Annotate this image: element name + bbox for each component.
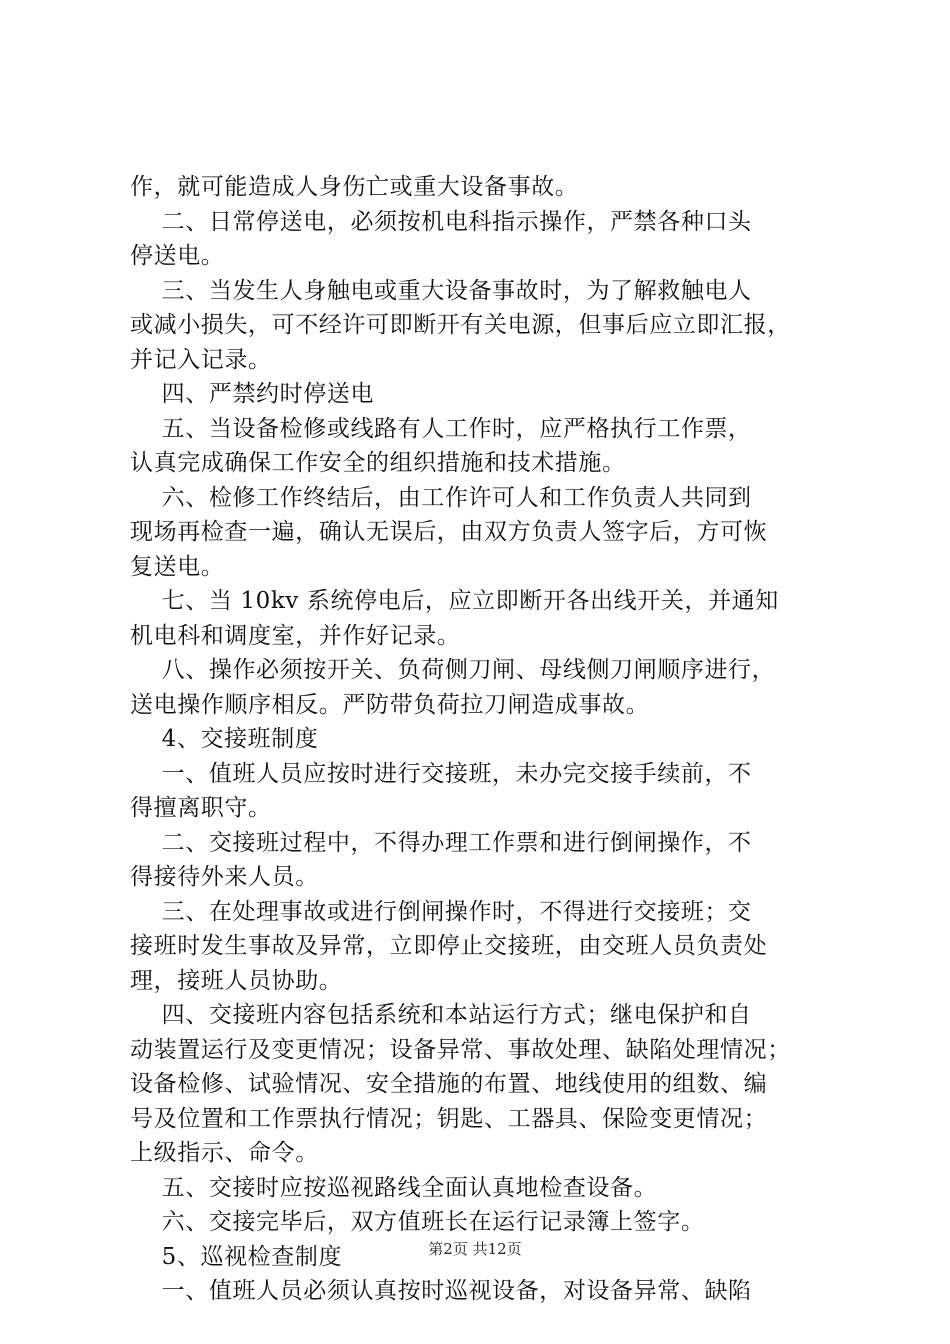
text-line: 机电科和调度室，并作好记录。 — [130, 622, 461, 649]
text-line: 得接待外来人员。 — [130, 864, 319, 890]
text-line: 得擅离职守。 — [130, 795, 272, 821]
text-line: 设备检修、试验情况、安全措施的布置、地线使用的组数、编 — [130, 1071, 768, 1097]
document-body — [130, 170, 830, 1309]
text-line: 理，接班人员协助。 — [130, 967, 343, 994]
text-line: 三、当发生人身触电或重大设备事故时，为了解救触电人 — [130, 277, 752, 304]
text-line: 三、在处理事故或进行倒闸操作时，不得进行交接班；交 — [130, 898, 752, 925]
text-line: 动装置运行及变更情况；设备异常、事故处理、缺陷处理情况； — [130, 1036, 791, 1063]
text-line: 停送电。 — [130, 243, 225, 269]
text-line: 四、交接班内容包括系统和本站运行方式；继电保护和自 — [130, 1002, 752, 1028]
text-line: 号及位置和工作票执行情况；钥匙、工器具、保险变更情况； — [130, 1105, 768, 1132]
text-line: 认真完成确保工作安全的组织措施和技术措施。 — [130, 450, 626, 476]
text-line: 并记入记录。 — [130, 346, 272, 373]
page-footer: 第2页 共12页 — [428, 1240, 522, 1258]
text-line: 七、当 10kv 系统停电后，应立即断开各出线开关，并通知 — [130, 588, 779, 614]
text-line: 八、操作必须按开关、负荷侧刀闸、母线侧刀闸顺序进行， — [130, 657, 776, 683]
text-line: 二、交接班过程中，不得办理工作票和进行倒闸操作，不 — [130, 829, 752, 856]
text-line: 四、严禁约时停送电 — [130, 381, 375, 407]
text-line: 六、交接完毕后，双方值班长在运行记录簿上签字。 — [130, 1209, 705, 1235]
text-line: 现场再检查一遍，确认无误后，由双方负责人签字后，方可恢 — [130, 519, 768, 545]
text-line: 一、值班人员必须认真按时巡视设备，对设备异常、缺陷 — [130, 1278, 752, 1304]
text-line: 五、交接时应按巡视路线全面认真地检查设备。 — [130, 1174, 658, 1201]
text-line: 5、巡视检查制度 — [130, 1243, 343, 1270]
text-line: 二、日常停送电，必须按机电科指示操作，严禁各种口头 — [130, 208, 752, 235]
text-line: 或减小损失，可不经许可即断开有关电源，但事后应立即汇报， — [130, 312, 791, 338]
text-line: 一、值班人员应按时进行交接班，未办完交接手续前，不 — [130, 760, 752, 787]
text-line: 4、交接班制度 — [130, 726, 319, 752]
text-line: 作，就可能造成人身伤亡或重大设备事故。 — [130, 174, 579, 200]
text-line: 五、当设备检修或线路有人工作时，应严格执行工作票， — [130, 415, 752, 442]
text-line: 六、检修工作终结后，由工作许可人和工作负责人共同到 — [130, 484, 752, 511]
text-line: 上级指示、命令。 — [130, 1140, 319, 1166]
text-line: 送电操作顺序相反。严防带负荷拉刀闸造成事故。 — [130, 691, 650, 718]
text-line: 接班时发生事故及异常，立即停止交接班，由交班人员负责处 — [130, 933, 768, 959]
text-line: 复送电。 — [130, 553, 225, 580]
